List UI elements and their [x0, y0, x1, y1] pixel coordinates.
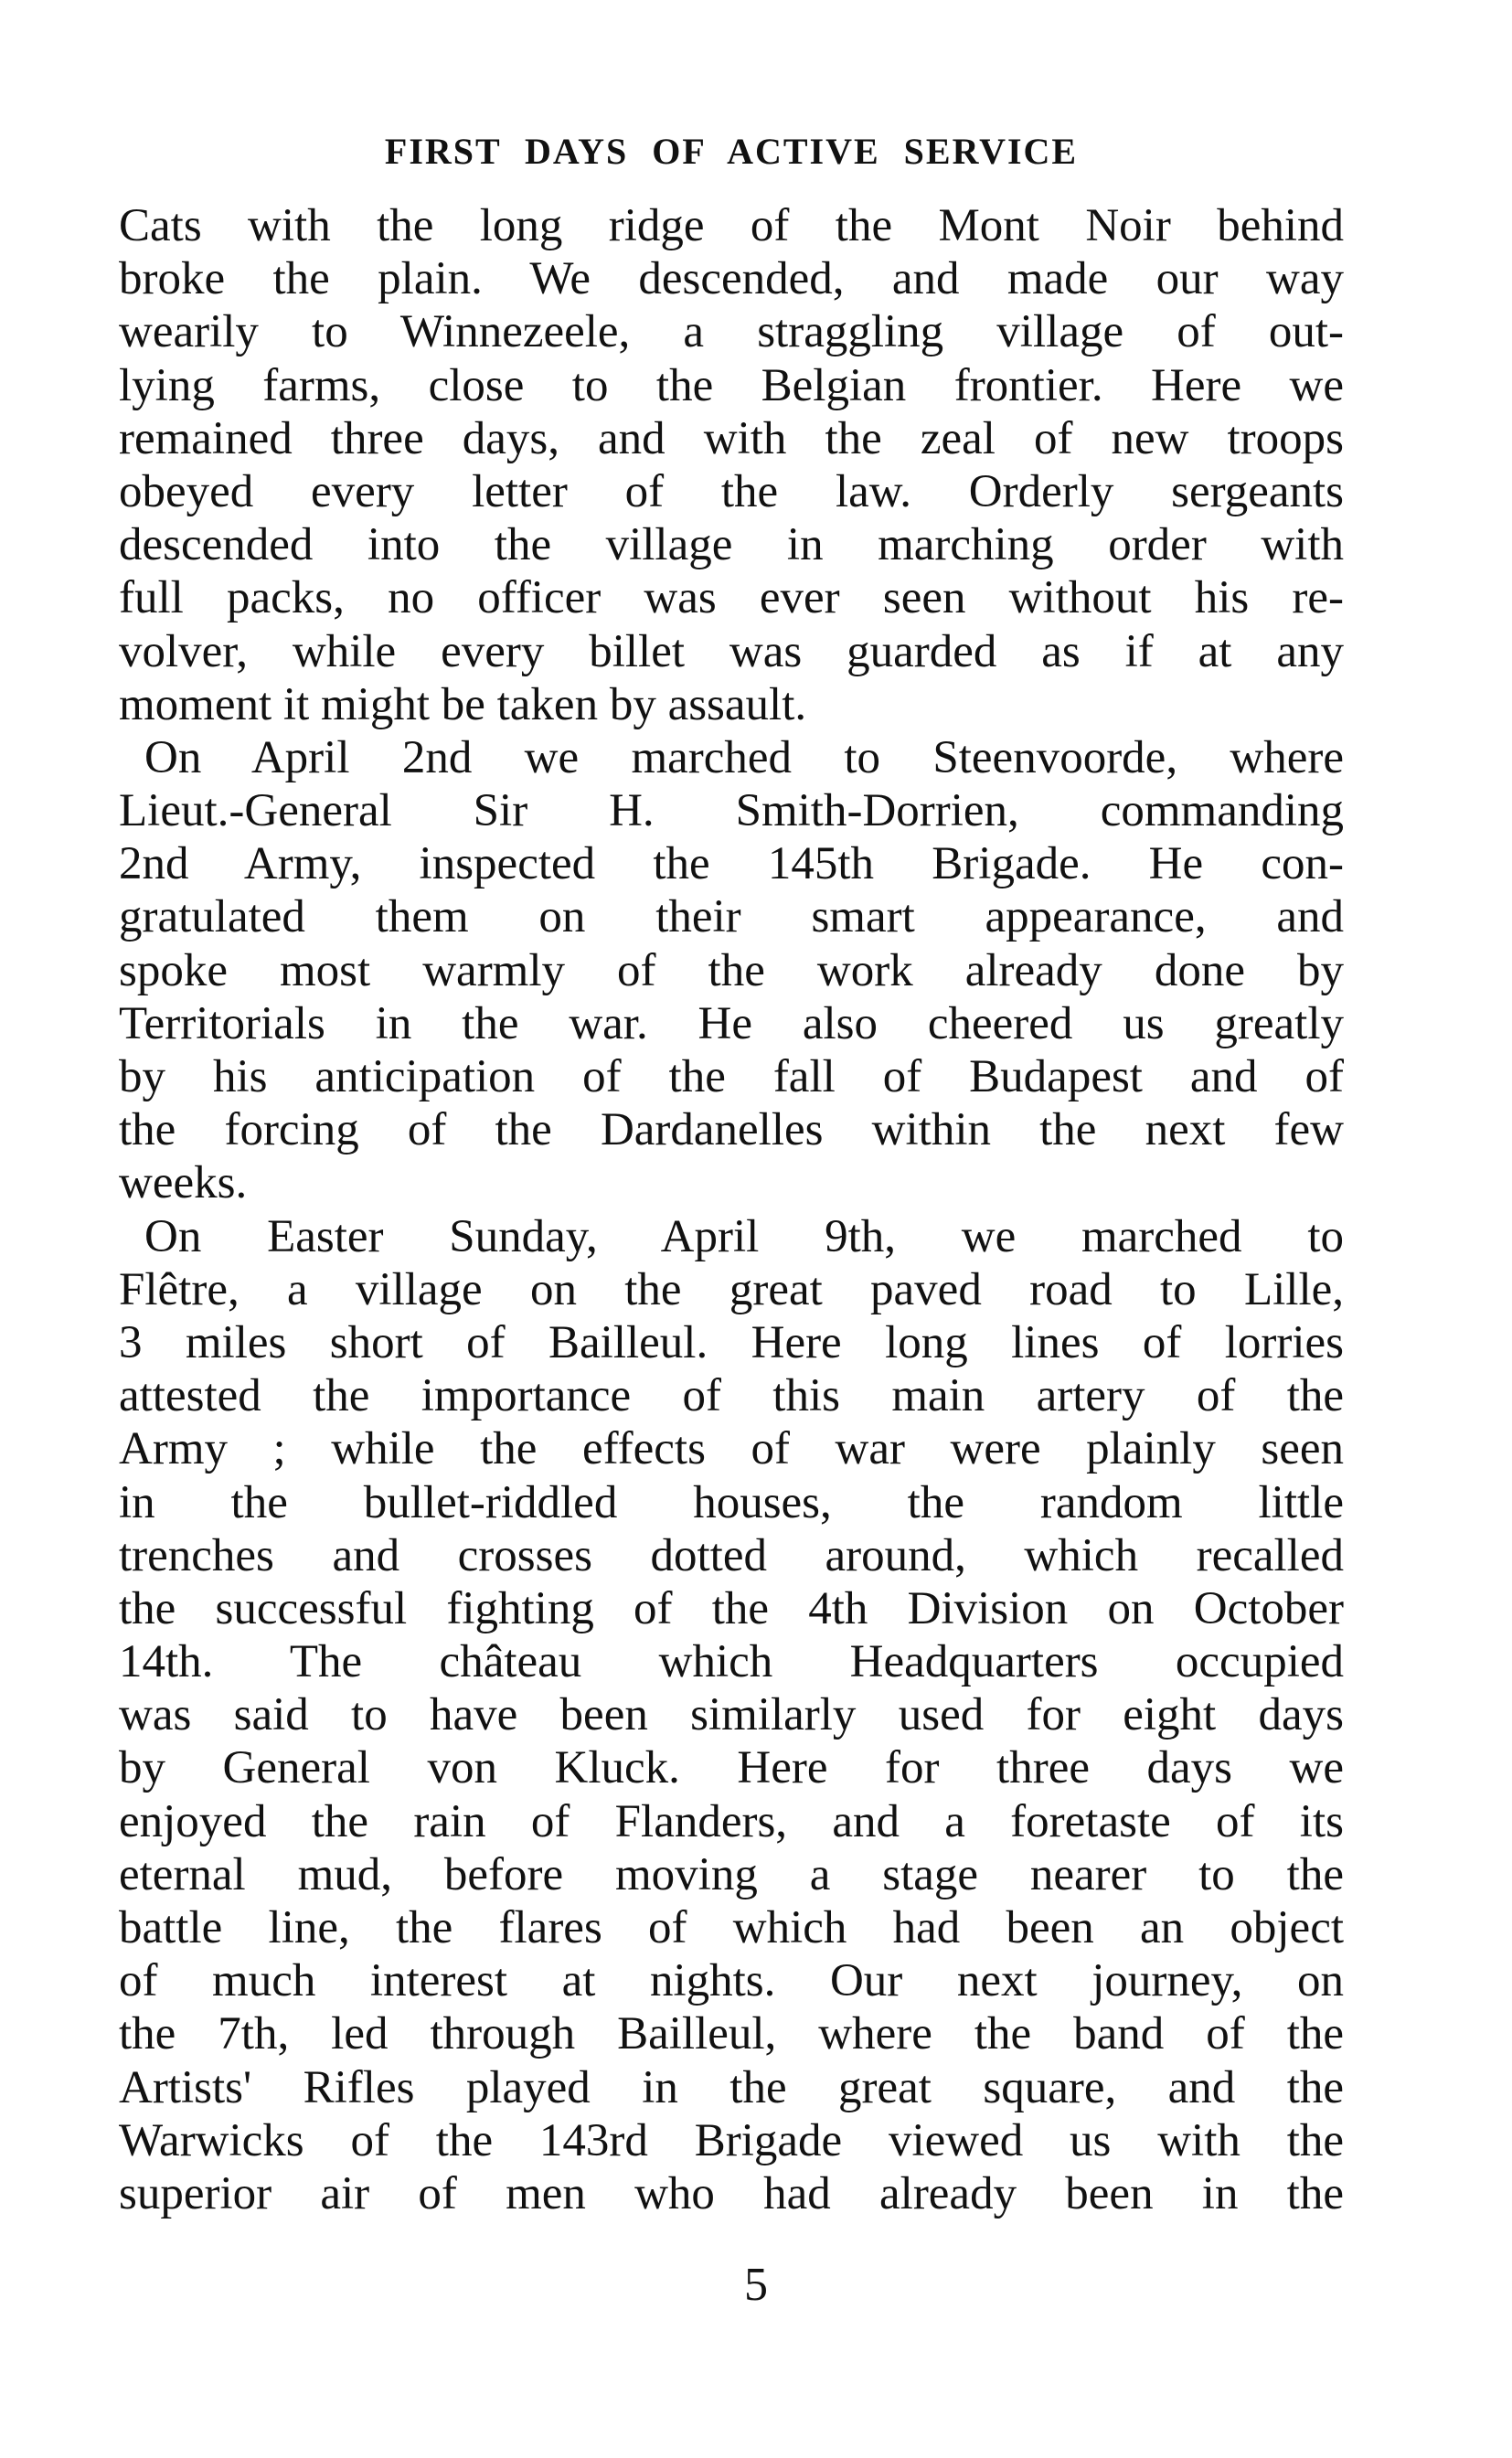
- text-line: 2nd Army, inspected the 145th Brigade. He con-: [119, 838, 1344, 890]
- text-line: Flêtre, a village on the great paved road to Lille,: [119, 1263, 1344, 1315]
- text-line: eternal mud, before moving a stage nearer to the: [119, 1848, 1344, 1900]
- text-line: gratulated them on their smart appearance, and: [119, 891, 1344, 943]
- text-line: the successful fighting of the 4th Division on October: [119, 1582, 1344, 1634]
- text-line: 3 miles short of Bailleul. Here long lines of lorries: [119, 1316, 1344, 1368]
- text-line: volver, while every billet was guarded as if at any: [119, 625, 1344, 677]
- text-line: On Easter Sunday, April 9th, we marched to: [144, 1210, 1344, 1262]
- text-line: Warwicks of the 143rd Brigade viewed us with the: [119, 2114, 1344, 2166]
- text-line: Army ; while the effects of war were plainly seen: [119, 1423, 1344, 1475]
- text-line: lying farms, close to the Belgian frontier. Here we: [119, 359, 1344, 411]
- text-line: obeyed every letter of the law. Orderly sergeants: [119, 465, 1344, 517]
- text-line: wearily to Winnezeele, a straggling village of out-: [119, 306, 1344, 358]
- text-line: broke the plain. We descended, and made our way: [119, 253, 1344, 305]
- text-line: moment it might be taken by assault.: [119, 678, 807, 730]
- text-line: Territorials in the war. He also cheered us greatly: [119, 997, 1344, 1049]
- text-line: weeks.: [119, 1157, 248, 1209]
- text-line: was said to have been similarly used for eight days: [119, 1689, 1344, 1741]
- text-line: descended into the village in marching order with: [119, 519, 1344, 571]
- text-line: enjoyed the rain of Flanders, and a foretaste of its: [119, 1795, 1344, 1847]
- running-head: FIRST DAYS OF ACTIVE SERVICE: [384, 131, 1079, 172]
- text-line: Artists' Rifles played in the great square, and the: [119, 2061, 1344, 2113]
- text-line: full packs, no officer was ever seen without his re-: [119, 572, 1344, 624]
- text-line: the forcing of the Dardanelles within the next few: [119, 1104, 1344, 1156]
- text-line: spoke most warmly of the work already done by: [119, 944, 1344, 996]
- text-line: in the bullet-riddled houses, the random little: [119, 1476, 1344, 1528]
- text-line: by General von Kluck. Here for three days we: [119, 1742, 1344, 1794]
- text-line: remained three days, and with the zeal of new troops: [119, 412, 1344, 464]
- text-line: by his anticipation of the fall of Budapest and of: [119, 1051, 1344, 1102]
- text-line: the 7th, led through Bailleul, where the band of the: [119, 2008, 1344, 2060]
- text-line: 14th. The château which Headquarters occupied: [119, 1636, 1344, 1688]
- text-line: On April 2nd we marched to Steenvoorde, where: [144, 731, 1344, 783]
- page-number: 5: [744, 2259, 768, 2311]
- text-line: attested the importance of this main artery of the: [119, 1370, 1344, 1422]
- text-line: superior air of men who had already been in the: [119, 2167, 1344, 2219]
- body-text: [119, 199, 1344, 2220]
- text-line: of much interest at nights. Our next journey, on: [119, 1955, 1344, 2007]
- text-line: trenches and crosses dotted around, which recalled: [119, 1529, 1344, 1581]
- text-line: Lieut.-General Sir H. Smith-Dorrien, commanding: [119, 785, 1344, 837]
- text-line: Cats with the long ridge of the Mont Noir behind: [119, 200, 1344, 251]
- text-line: battle line, the flares of which had been an object: [119, 1902, 1344, 1953]
